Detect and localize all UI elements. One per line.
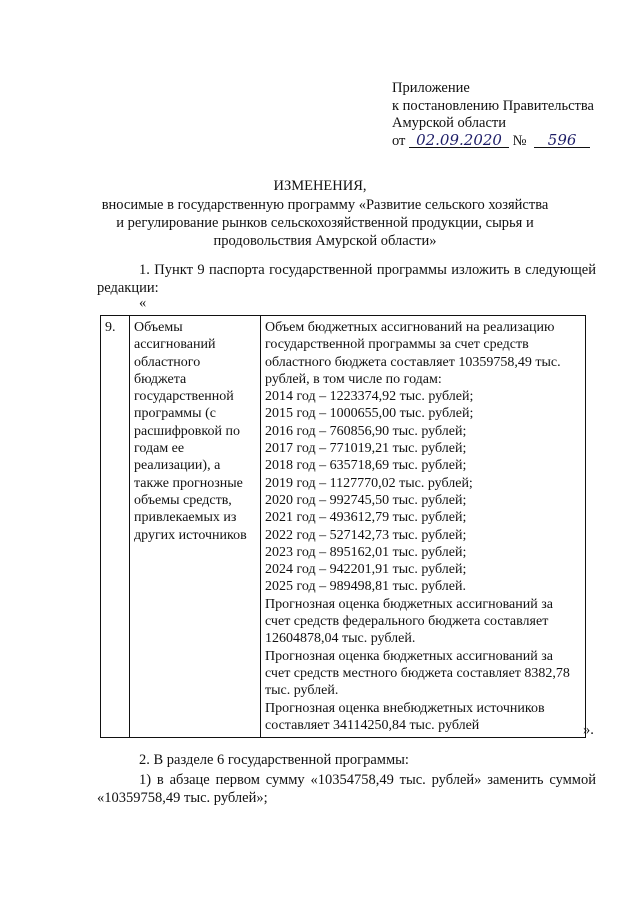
content-line: 2023 год – 895162,01 тыс. рублей;	[265, 544, 467, 560]
name-line: реализации), а	[134, 458, 221, 474]
table-row	[101, 316, 586, 738]
annex-line-region: Амурской области	[392, 115, 506, 131]
name-line: областного	[134, 354, 201, 370]
name-line: ассигнований	[134, 337, 216, 353]
name-line: бюджета	[134, 371, 187, 387]
content-line: рублей, в том числе по годам:	[265, 371, 442, 387]
document-subtitle: вносимые в государственную программу «Развитие сельского хозяйства и регулирование рынков сельскохозяйственной продукции, сырья и продовольствия Амурской области»	[101, 197, 549, 249]
document-title: ИЗМЕНЕНИЯ,	[273, 178, 367, 194]
content-line: тыс. рублей.	[265, 683, 339, 699]
quote-open: «	[139, 295, 147, 311]
name-line: также прогнозные	[134, 475, 243, 491]
name-line: расшифровкой по	[134, 423, 240, 439]
content-line: счет средств федерального бюджета составляет	[265, 614, 549, 630]
content-line: 2024 год – 942201,91 тыс. рублей;	[265, 562, 467, 578]
content-line: областного бюджета составляет 10359758,49 тыс.	[265, 354, 561, 370]
content-line: Прогнозная оценка бюджетных ассигнований за	[265, 596, 553, 612]
content-line: составляет 34114250,84 тыс. рублей	[265, 717, 480, 733]
handwritten-date: 02.09.2020	[409, 133, 509, 148]
annex-title: Приложение	[392, 80, 470, 96]
paragraph-2-text: 2. В разделе 6 государственной программы:	[139, 752, 409, 768]
annex-header	[392, 80, 594, 150]
content-line: Прогнозная оценка внебюджетных источников	[265, 700, 545, 716]
passport-table	[100, 315, 586, 738]
content-line: 2018 год – 635718,69 тыс. рублей;	[265, 458, 467, 474]
row-name-cell	[130, 316, 261, 738]
content-line: 2019 год – 1127770,02 тыс. рублей;	[265, 475, 473, 491]
row-content-cell	[261, 316, 586, 738]
content-line: 2022 год – 527142,73 тыс. рублей;	[265, 527, 467, 543]
content-line: 2021 год – 493612,79 тыс. рублей;	[265, 510, 467, 526]
annex-date-line	[392, 130, 594, 151]
quote-close: ».	[583, 722, 594, 738]
paragraph-1-text: 1. Пункт 9 паспорта государственной программы изложить в следующей редакции:	[97, 262, 596, 296]
content-line: 2020 год – 992745,50 тыс. рублей;	[265, 492, 467, 508]
paragraph-1	[97, 262, 596, 297]
date-prefix: от	[392, 132, 406, 149]
name-line: программы (с	[134, 406, 216, 422]
name-line: других источников	[134, 527, 247, 543]
content-line: Объем бюджетных ассигнований на реализацию	[265, 320, 555, 335]
handwritten-number: 596	[534, 133, 590, 148]
name-line: годам ее	[134, 441, 185, 457]
name-line: Объемы	[134, 320, 183, 335]
paragraph-2	[97, 752, 596, 770]
name-line: привлекаемых из	[134, 510, 237, 526]
content-line: 2017 год – 771019,21 тыс. рублей;	[265, 441, 467, 457]
content-line: 2015 год – 1000655,00 тыс. рублей;	[265, 406, 474, 422]
content-line: Прогнозная оценка бюджетных ассигнований за	[265, 648, 553, 664]
annex-line-resolution: к постановлению Правительства	[392, 97, 594, 114]
paragraph-3-text: 1) в абзаце первом сумму «10354758,49 тыс. рублей» заменить суммой «10359758,49 тыс. рублей»;	[97, 772, 596, 806]
name-line: объемы средств,	[134, 492, 232, 508]
content-line: 2025 год – 989498,81 тыс. рублей.	[265, 579, 466, 595]
number-prefix: №	[512, 132, 527, 149]
content-line: государственной программы за счет средств	[265, 337, 529, 353]
content-line: 12604878,04 тыс. рублей.	[265, 631, 416, 647]
paragraph-3	[97, 772, 596, 807]
content-line: 2014 год – 1223374,92 тыс. рублей;	[265, 389, 474, 405]
row-number-cell: 9.	[101, 316, 130, 738]
content-line: счет средств местного бюджета составляет 8382,78	[265, 665, 570, 681]
name-line: государственной	[134, 389, 234, 405]
content-line: 2016 год – 760856,90 тыс. рублей;	[265, 423, 467, 439]
